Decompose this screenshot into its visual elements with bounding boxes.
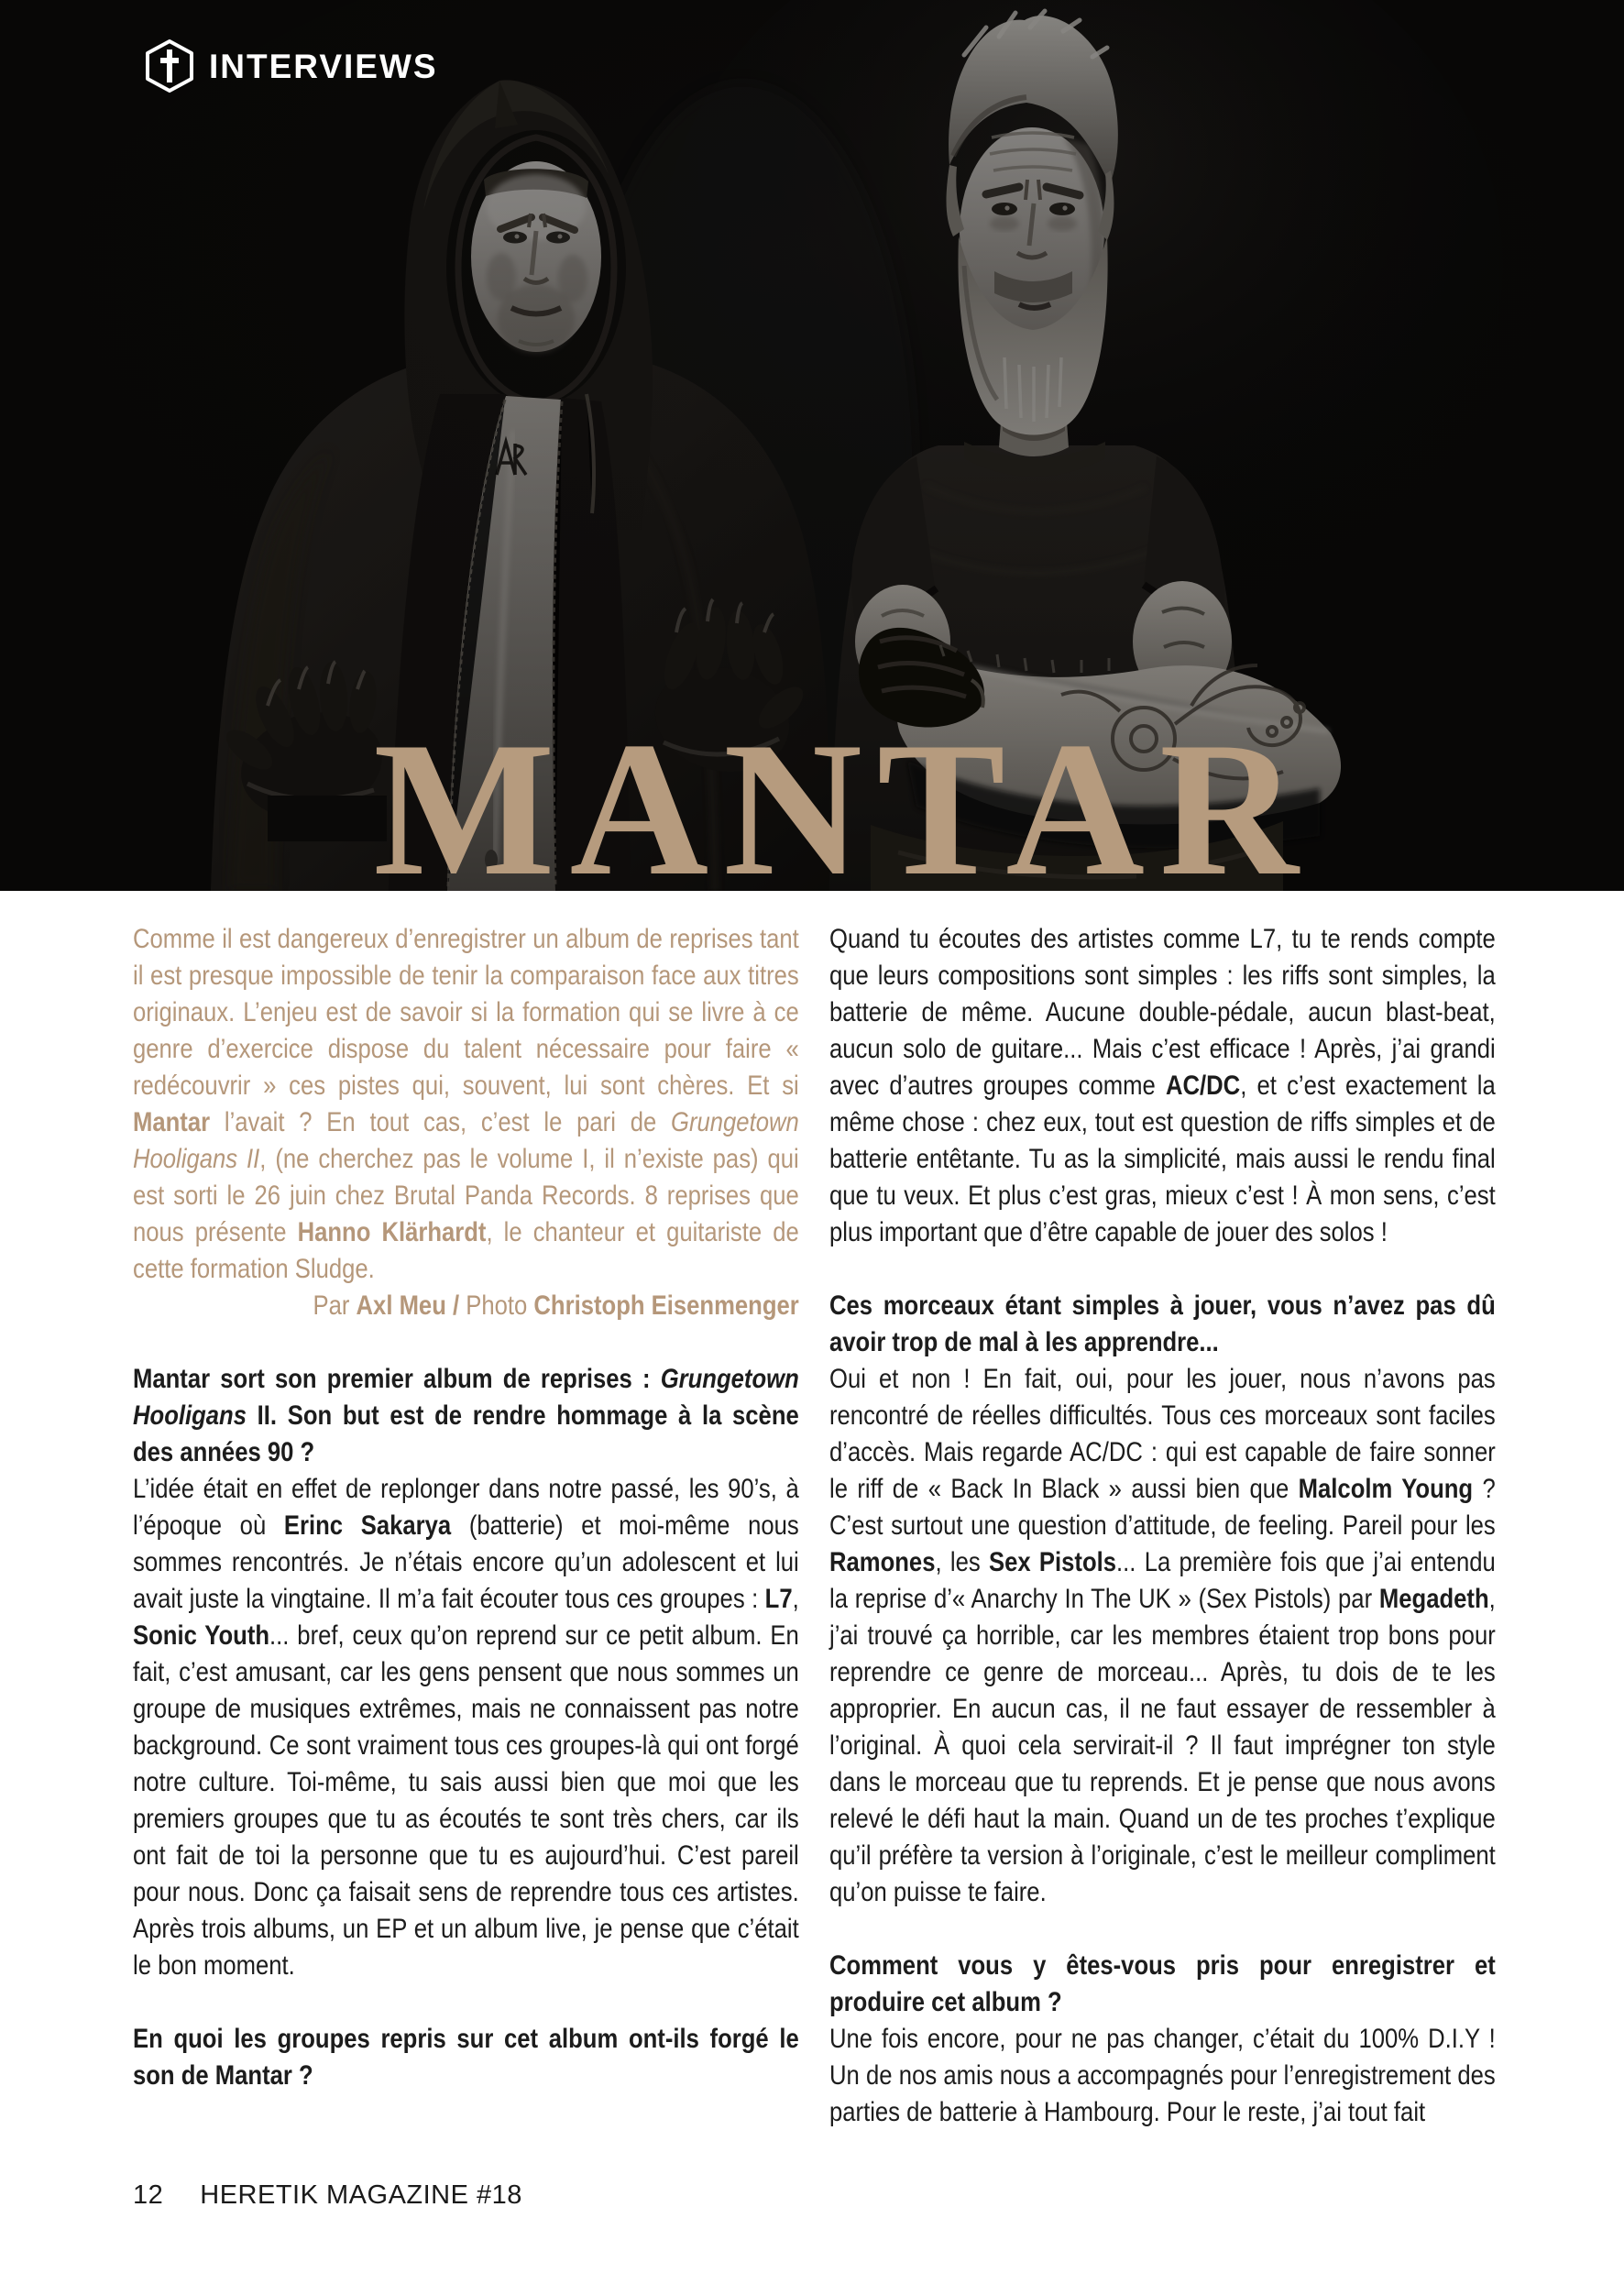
text-segment: L’idée était en effet de replonger dans notre passé, les 90’s, à l’époque où [133,1474,799,1541]
text-segment: Hanno Klärhardt [297,1217,487,1247]
text-segment: ... bref, ceux qu’on reprend sur ce petit album. En fait, c’est amusant, car les gens pensent que nous sommes un groupe de musiques extrêmes, mais ne connaissent pas notre background. Ce sont vraiment tous ces groupes-là qui ont forgé notre culture. Toi-même, tu sais aussi bien que moi que les premiers groupes que tu as écoutés te sont très chers, car ils ont fait de toi la personne que tu es aujourd’hui. C’est pareil pour nous. Donc ça faisait sens de reprendre tous ces artistes. Après trois albums, un EP et un album live, je pense que c’était le bon moment. [133,1620,799,1981]
text-segment: , [792,1584,799,1614]
question-paragraph [829,1948,1496,2021]
text-segment: ? C’est surtout une question d’attitude, de feeling. Pareil pour les [829,1474,1496,1541]
right-column-blocks [829,921,1496,2131]
text-segment: Quand tu écoutes des artistes comme L7, tu te rends compte que leurs compositions sont simples : les riffs sont simples, la batterie de même. Aucune double-pédale, aucun blast-beat, aucun solo de guitare... Mais c’est efficace ! Après, j’ai grandi avec d’autres groupes comme [829,924,1496,1101]
left-column-blocks [133,1361,799,2094]
text-segment: , les [935,1547,989,1577]
page-title: MANTAR [373,703,1313,916]
text-segment: , le chanteur et guitariste de cette formation Sludge. [133,1217,799,1284]
section-label: INTERVIEWS [209,47,438,85]
question-paragraph [133,2021,799,2094]
answer-paragraph [829,2021,1496,2131]
text-segment: Erinc Sakarya [283,1510,452,1541]
text-segment: Photo [466,1290,534,1321]
text-segment: , (ne cherchez pas le volume I, il n’existe pas) qui est sorti le 26 juin chez Brutal Panda Records. 8 reprises que nous présente [133,1144,799,1247]
text-segment: ... La première fois que j’ai entendu la reprise d’« Anarchy In The UK » (Sex Pistols) par [829,1547,1496,1614]
text-segment: Grungetown Hooligans [133,1364,799,1431]
text-segment: , et c’est exactement la même chose : chez eux, tout est question de riffs simples et de batterie entêtante. Tu as la simplicité, mais aussi le rendu final que tu veux. Et plus c’est gras, mieux c’est ! À mon sens, c’est plus important que d’être capable de jouer des solos ! [829,1071,1496,1247]
text-segment: Une fois encore, pour ne pas changer, c’était du 100% D.I.Y ! Un de nos amis nous a accompagnés pour l’enregistrement des parties de batterie à Hambourg. Pour le reste, j’ai tout fait [829,2024,1496,2127]
text-segment: Axl Meu / [356,1290,466,1321]
answer-paragraph [133,1471,799,1984]
text-segment: L7 [764,1584,793,1614]
text-segment: Grungetown Hooligans II [133,1107,799,1174]
text-segment: AC/DC [1165,1071,1241,1101]
text-segment: Mantar [133,1107,211,1137]
question-paragraph [133,1361,799,1471]
text-segment: Oui et non ! En fait, oui, pour les jouer, nous n’avons pas rencontré de réelles difficultés. Tous ces morceaux sont faciles d’accès. Mais regarde AC/DC : qui est capable de faire sonner le riff de « Back In Black » aussi bien que [829,1364,1496,1504]
text-segment: II. Son but est de rendre hommage à la scène des années 90 ? [133,1400,799,1467]
answer-paragraph [829,921,1496,1251]
left-column [133,921,799,2094]
text-segment: Sonic Youth [133,1620,270,1651]
text-segment: Christoph Eisenmenger [533,1290,799,1321]
question-paragraph [829,1288,1496,1361]
text-segment: , j’ai trouvé ça horrible, car les membres étaient trop bons pour reprendre ce genre de morceau... Après, tu dois de te les approprier. En aucun cas, il ne faut essayer de ressembler à l’original. À quoi cela servirait-il ? Il faut imprégner ton style dans le morceau que tu reprends. Et je pense que nous avons relevé le défi haut la main. Quand un de tes proches t’explique qu’il préfère ta version à l’originale, c’est le meilleur compliment qu’on puisse te faire. [829,1584,1496,1907]
right-column [829,921,1496,2168]
text-segment: Megadeth [1378,1584,1489,1614]
text-segment: En quoi les groupes repris sur cet album ont-ils forgé le son de Mantar ? [133,2024,799,2091]
text-segment: Par [313,1290,357,1321]
text-segment: Malcolm Young [1298,1474,1474,1504]
text-segment: Sex Pistols [988,1547,1117,1577]
section-logo [145,38,438,93]
text-segment: Comment vous y êtes-vous pris pour enregistrer et produire cet album ? [829,1950,1496,2017]
text-segment: Comme il est dangereux d’enregistrer un album de reprises tant il est presque impossible de tenir la comparaison face aux titres originaux. L’enjeu est de savoir si la formation qui se livre à ce genre d’exercice dispose du talent nécessaire pour faire « redécouvrir » ces pistes qui, souvent, lui sont chères. Et si [133,924,799,1101]
cross-hexagon-icon [145,38,194,93]
text-segment: (batterie) et moi-même nous sommes rencontrés. Je n’étais encore qu’un adolescent et lui avait juste la vingtaine. Il m’a fait écouter tous ces groupes : [133,1510,799,1614]
magazine-title: HERETIK MAGAZINE #18 [200,2180,522,2210]
page-footer [133,2180,522,2211]
text-segment: Ramones [829,1547,936,1577]
answer-paragraph [829,1361,1496,1911]
byline [133,1288,799,1324]
intro-paragraph [133,921,799,1288]
page-number: 12 [133,2180,164,2210]
text-segment: Ces morceaux étant simples à jouer, vous n’avez pas dû avoir trop de mal à les apprendre... [829,1290,1496,1357]
text-segment: Mantar sort son premier album de reprises : [133,1364,661,1394]
text-segment: l’avait ? En tout cas, c’est le pari de [210,1107,672,1137]
